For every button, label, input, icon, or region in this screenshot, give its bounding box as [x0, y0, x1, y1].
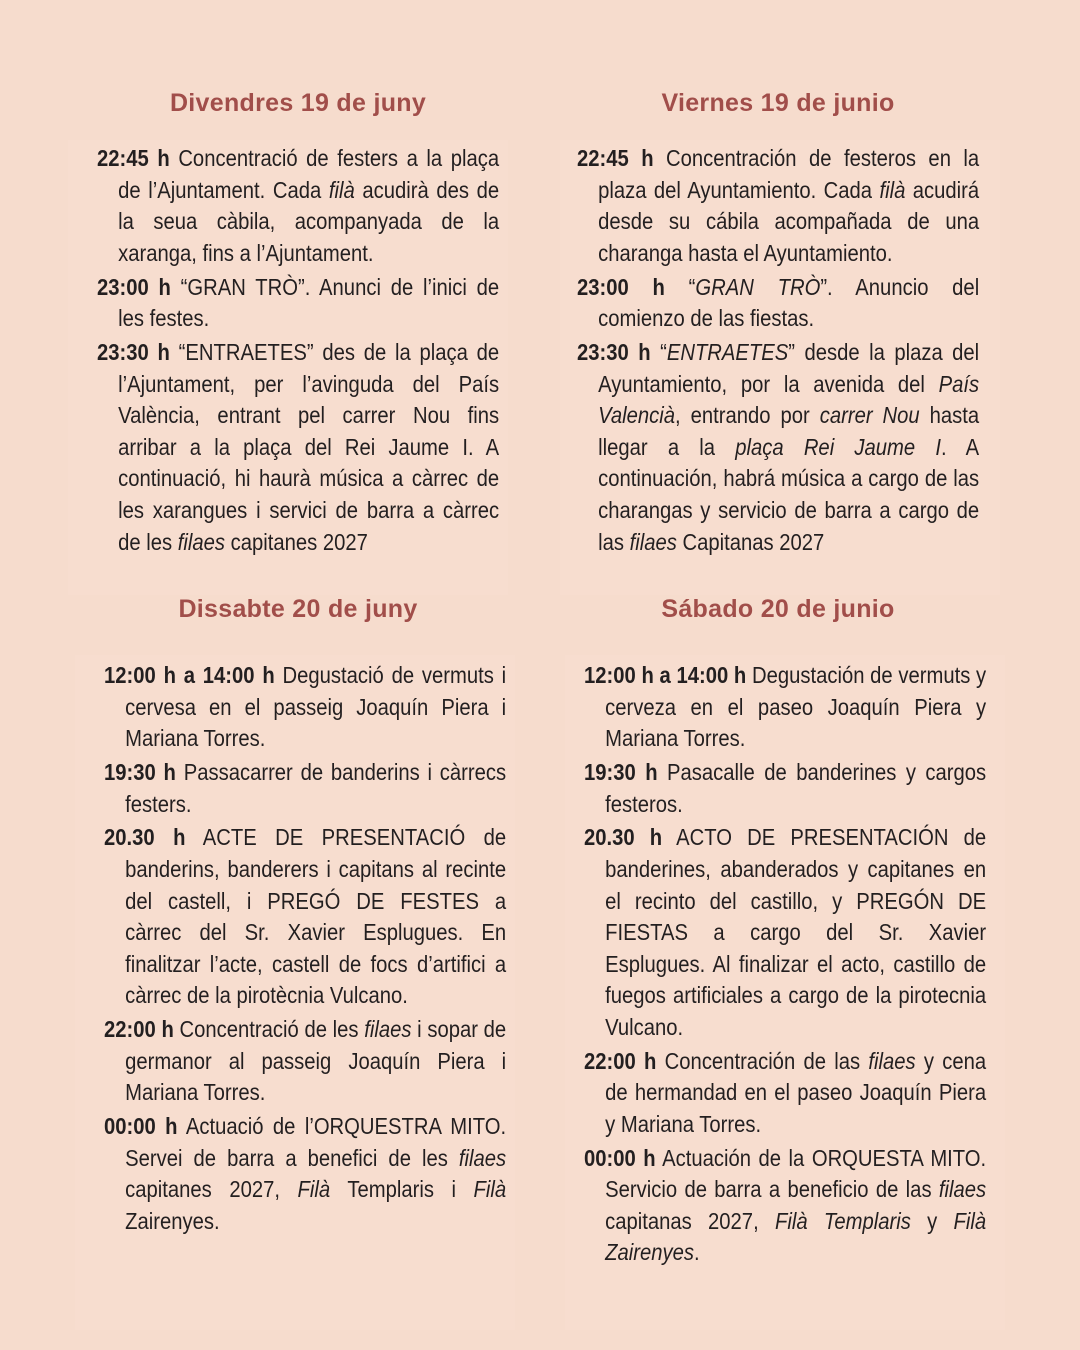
schedule-entry: [584, 660, 986, 755]
schedule-saturday-spanish: [584, 660, 987, 1271]
entry-text: acudirá desde su cábila acompañada de una charanga hasta el Ayuntamiento.: [598, 176, 980, 266]
schedule-entry: [104, 757, 506, 820]
entry-text: Pasacalle de banderines y cargos festeros.: [605, 758, 987, 817]
entry-time: 22:45 h: [97, 145, 170, 171]
entry-text: Zairenyes.: [125, 1207, 220, 1234]
entry-text: hasta llegar a la: [598, 402, 980, 460]
entry-time: 22:00 h: [104, 1016, 174, 1043]
entry-text-italic: filaes: [177, 528, 226, 555]
entry-text-italic: Filà Templaris: [774, 1207, 911, 1234]
schedule-entry: [104, 1111, 506, 1237]
day-heading-divendres: Divendres 19 de juny: [169, 89, 427, 117]
entry-text: .: [693, 1239, 700, 1266]
entry-time: 12:00 h a 14:00 h: [104, 662, 275, 688]
entry-text: “GRAN TRÒ”. Anunci de l’inici de les festes.: [118, 273, 500, 332]
schedule-entry: [577, 143, 979, 269]
entry-text: “: [660, 338, 667, 365]
entry-text-italic: País Valencià: [598, 370, 980, 429]
entry-text: y: [910, 1207, 954, 1234]
entry-text: ACTO DE PRESENTACIÓN de banderines, abanderados y capitanes en el recinto del castillo, y PREGÓN DE FIESTAS a cargo del Sr. Xavier Esplugues. Al finalizar el acto, castillo de fuegos artificiales a cargo de la pirotecnia Vulcano.: [605, 824, 987, 1040]
entry-text-italic: carrer Nou: [819, 402, 920, 429]
schedule-entry: [97, 337, 499, 558]
schedule-entry: [104, 822, 506, 1012]
entry-time: 23:00 h: [577, 273, 665, 300]
entry-text: Degustació de vermuts i cervesa en el passeig Joaquín Piera i Mariana Torres.: [125, 662, 507, 752]
schedule-entry: [97, 272, 499, 335]
entry-text-italic: filà: [879, 176, 906, 203]
schedule-friday-valencian: [97, 143, 500, 560]
entry-text-italic: Filà: [297, 1176, 331, 1203]
entry-text: capitanes 2027: [225, 528, 368, 555]
entry-time: 23:30 h: [577, 338, 651, 365]
entry-time: 19:30 h: [104, 758, 176, 785]
entry-time: 22:45 h: [577, 145, 654, 171]
entry-time: 19:30 h: [584, 758, 658, 785]
entry-text: . A continuación, habrá música a cargo de las charangas y servicio de barra a cargo de las: [598, 433, 980, 555]
schedule-saturday-valencian: [104, 660, 507, 1240]
schedule-entry: [97, 143, 499, 269]
entry-text: “ENTRAETES” des de la plaça de l’Ajuntament, per l’avinguda del País València, entrant pel carrer Nou fins arribar a la plaça del Rei Jaume I. A continuació, hi haurà música a càrrec de les xarangues i servici de barra a càrrec de les: [118, 338, 500, 555]
schedule-entry: [584, 757, 986, 820]
day-heading-dissabte: Dissabte 20 de juny: [178, 595, 418, 623]
day-heading-viernes: Viernes 19 de junio: [661, 89, 895, 117]
entry-text: “: [688, 273, 696, 300]
entry-text: Degustación de vermuts y cerveza en el paseo Joaquín Piera y Mariana Torres.: [605, 662, 987, 752]
entry-text: , entrando por: [675, 402, 820, 429]
entry-time: 20.30 h: [104, 824, 186, 851]
entry-text-italic: filà: [328, 176, 355, 203]
entry-time: 23:00 h: [97, 273, 171, 300]
entry-text: ” desde la plaza del Ayuntamiento, por la avenida del: [598, 338, 980, 397]
entry-text: capitanas 2027,: [605, 1207, 775, 1234]
entry-text: Concentració de festers a la plaça de l’Ajuntament. Cada: [118, 145, 500, 203]
entry-text: y cena de hermandad en el paseo Joaquín Piera y Mariana Torres.: [605, 1047, 987, 1137]
entry-text: capitanes 2027,: [125, 1176, 298, 1203]
schedule-entry: [577, 272, 979, 335]
entry-text-italic: filaes: [938, 1176, 987, 1203]
entry-text: Concentración de las: [664, 1047, 869, 1074]
entry-text: ”. Anuncio del comienzo de las fiestas.: [598, 273, 980, 332]
entry-text: acudirà des de la seua càbila, acompanyada de la xaranga, fins a l’Ajuntament.: [118, 176, 500, 266]
entry-text-italic: filaes: [629, 528, 677, 555]
entry-time: 12:00 h a 14:00 h: [584, 662, 747, 688]
entry-time: 23:30 h: [97, 338, 170, 365]
schedule-friday-spanish: [577, 143, 980, 560]
entry-text: i sopar de germanor al passeig Joaquín Piera i Mariana Torres.: [125, 1016, 507, 1106]
day-heading-sabado: Sábado 20 de junio: [661, 595, 895, 623]
entry-text-italic: filaes: [364, 1016, 412, 1043]
entry-time: 00:00 h: [104, 1113, 178, 1140]
schedule-entry: [584, 1143, 986, 1269]
schedule-entry: [584, 1046, 986, 1141]
entry-text: Concentració de les: [179, 1016, 365, 1043]
entry-text-italic: Filà: [473, 1176, 507, 1203]
entry-time: 00:00 h: [584, 1144, 656, 1171]
entry-time: 22:00 h: [584, 1047, 657, 1074]
entry-text: Actuación de la ORQUESTA MITO. Servicio de barra a beneficio de las: [605, 1144, 987, 1203]
entry-text-italic: filaes: [458, 1144, 507, 1171]
entry-text-italic: ENTRAETES: [666, 338, 789, 365]
schedule-entry: [104, 1014, 506, 1109]
entry-time: 20.30 h: [584, 824, 663, 851]
schedule-entry: [577, 337, 979, 558]
entry-text-italic: plaça Rei Jaume I: [735, 433, 941, 460]
entry-text: Concentración de festeros en la plaza del Ayuntamiento. Cada: [598, 145, 980, 203]
entry-text: Capitanas 2027: [676, 528, 825, 555]
entry-text: Actuació de l’ORQUESTRA MITO. Servei de barra a benefici de les: [125, 1113, 507, 1171]
schedule-entry: [104, 660, 506, 755]
entry-text: Templaris i: [330, 1176, 474, 1203]
schedule-entry: [584, 822, 986, 1043]
entry-text-italic: Filà Zairenyes: [605, 1207, 987, 1266]
entry-text-italic: filaes: [868, 1047, 916, 1074]
entry-text-italic: GRAN TRÒ: [695, 273, 821, 300]
entry-text: ACTE DE PRESENTACIÓ de banderins, banderers i capitans al recinte del castell, i PREGÓ DE FESTES a càrrec del Sr. Xavier Esplugues. En finalitzar l’acte, castell de focs d’artifici a càrrec de la pirotècnia Vulcano.: [125, 824, 507, 1009]
entry-text: Passacarrer de banderins i càrrecs festers.: [125, 758, 507, 817]
